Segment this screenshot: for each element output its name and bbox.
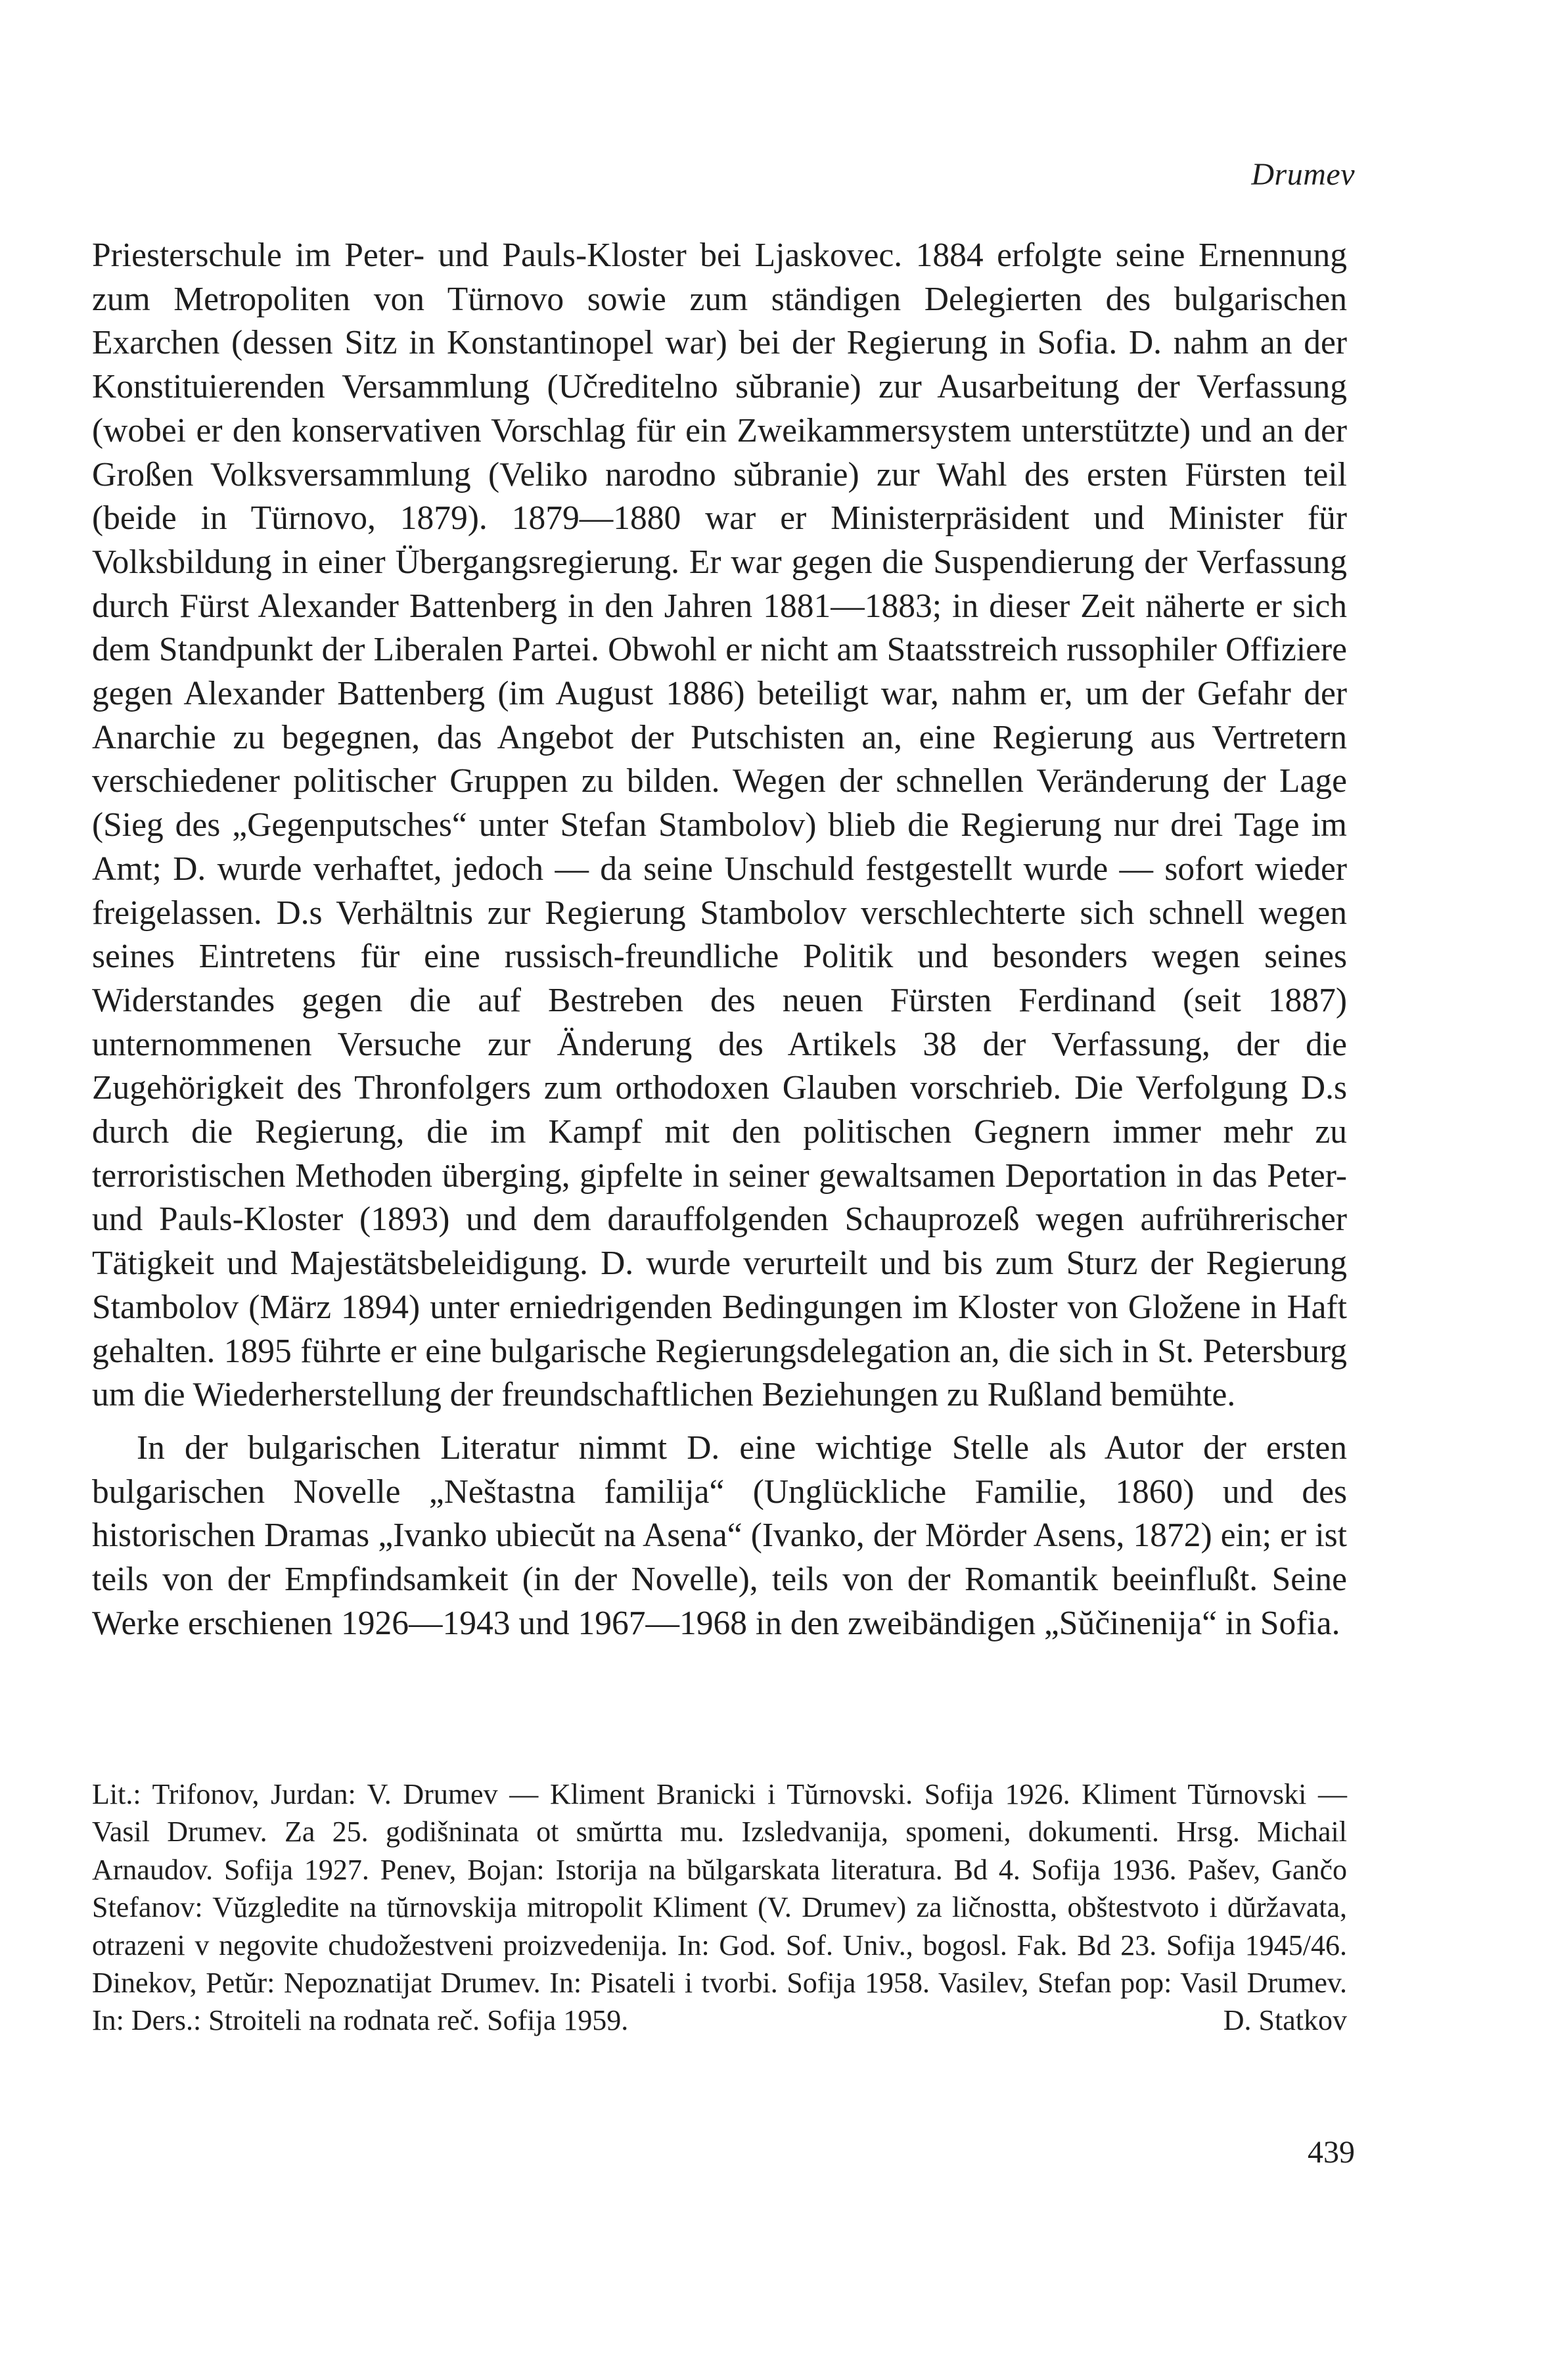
article-body: [92, 234, 1347, 1646]
body-paragraph: Priesterschule im Peter- und Pauls-Kloster bei Ljaskovec. 1884 erfolgte seine Ernennung zum Metropoliten von Türnovo sowie zum ständigen Delegierten des bulgarischen Exarchen (dessen Sitz in Konstantinopel war) bei der Regierung in Sofia. D. nahm an der Konstituierenden Versammlung (Učreditelno sŭbranie) zur Ausarbeitung der Verfassung (wobei er den konservativen Vorschlag für ein Zweikammersystem unterstützte) und an der Großen Volksversammlung (Veliko narodno sŭbranie) zur Wahl des ersten Fürsten teil (beide in Türnovo, 1879). 1879—1880 war er Ministerpräsident und Minister für Volksbildung in einer Übergangsregierung. Er war gegen die Suspendierung der Verfassung durch Fürst Alexander Battenberg in den Jahren 1881—1883; in dieser Zeit näherte er sich dem Standpunkt der Liberalen Partei. Obwohl er nicht am Staatsstreich russophiler Offiziere gegen Alexander Battenberg (im August 1886) beteiligt war, nahm er, um der Gefahr der Anarchie zu begegnen, das Angebot der Putschisten an, eine Regierung aus Vertretern verschiedener politischer Gruppen zu bilden. Wegen der schnellen Veränderung der Lage (Sieg des „Gegenputsches“ unter Stefan Stambolov) blieb die Regierung nur drei Tage im Amt; D. wurde verhaftet, jedoch — da seine Unschuld festgestellt wurde — sofort wieder freigelassen. D.s Verhältnis zur Regierung Stambolov verschlechterte sich schnell wegen seines Eintretens für eine russisch-freundliche Politik und besonders wegen seines Widerstandes gegen die auf Bestreben des neuen Fürsten Ferdinand (seit 1887) unternommenen Versuche zur Änderung des Artikels 38 der Verfassung, der die Zugehörigkeit des Thronfolgers zum orthodoxen Glauben vorschrieb. Die Verfolgung D.s durch die Regierung, die im Kampf mit den politischen Gegnern immer mehr zu terroristischen Methoden überging, gipfelte in seiner gewaltsamen Deportation in das Peter- und Pauls-Kloster (1893) und dem darauffolgenden Schauprozeß wegen aufrührerischer Tätigkeit und Majestätsbeleidigung. D. wurde verurteilt und bis zum Sturz der Regierung Stambolov (März 1894) unter erniedrigenden Bedingungen im Kloster von Gložene in Haft gehalten. 1895 führte er eine bulgarische Regierungsdelegation an, die sich in St. Petersburg um die Wiederherstellung der freundschaftlichen Beziehungen zu Rußland bemühte.: [92, 237, 1347, 1414]
page-number: 439: [1308, 2135, 1355, 2170]
body-paragraph: In der bulgarischen Literatur nimmt D. eine wichtige Stelle als Autor der ersten bulgarischen Novelle „Neštastna familija“ (Unglückliche Familie, 1860) und des historischen Dramas „Ivanko ubiecŭt na Asena“ (Ivanko, der Mörder Asens, 1872) ein; er ist teils von der Empfindsamkeit (in der Novelle), teils von der Romantik beeinflußt. Seine Werke erschienen 1926—1943 und 1967—1968 in den zweibändigen „Sŭčinenija“ in Sofia.: [92, 1429, 1347, 1642]
running-head: Drumev: [1251, 157, 1355, 192]
article-author: D. Statkov: [1223, 2004, 1347, 2037]
literature-text: Lit.: Trifonov, Jurdan: V. Drumev — Kliment Branicki i Tŭrnovski. Sofija 1926. Kliment Tŭrnovski — Vasil Drumev. Za 25. godišninata ot smŭrtta mu. Izsledvanija, spomeni, dokumenti. Hrsg. Michail Arnaudov. Sofija 1927. Penev, Bojan: Istorija na bŭlgarskata literatura. Bd 4. Sofija 1936. Pašev, Gančo Stefanov: Vŭzgledite na tŭrnovskija mitropolit Kliment (V. Drumev) za ličnostta, obštestvoto i dŭržavata, otrazeni v negovite chudožestveni proizvedenija. In: God. Sof. Univ., bogosl. Fak. Bd 23. Sofija 1945/46. Dinekov, Petŭr: Nepoznatijat Drumev. In: Pisateli i tvorbi. Sofija 1958. Vasilev, Stefan pop: Vasil Drumev. In: Ders.: Stroiteli na rodnata reč. Sofija 1959.: [92, 1778, 1347, 2037]
literature-references: [92, 1775, 1347, 2040]
